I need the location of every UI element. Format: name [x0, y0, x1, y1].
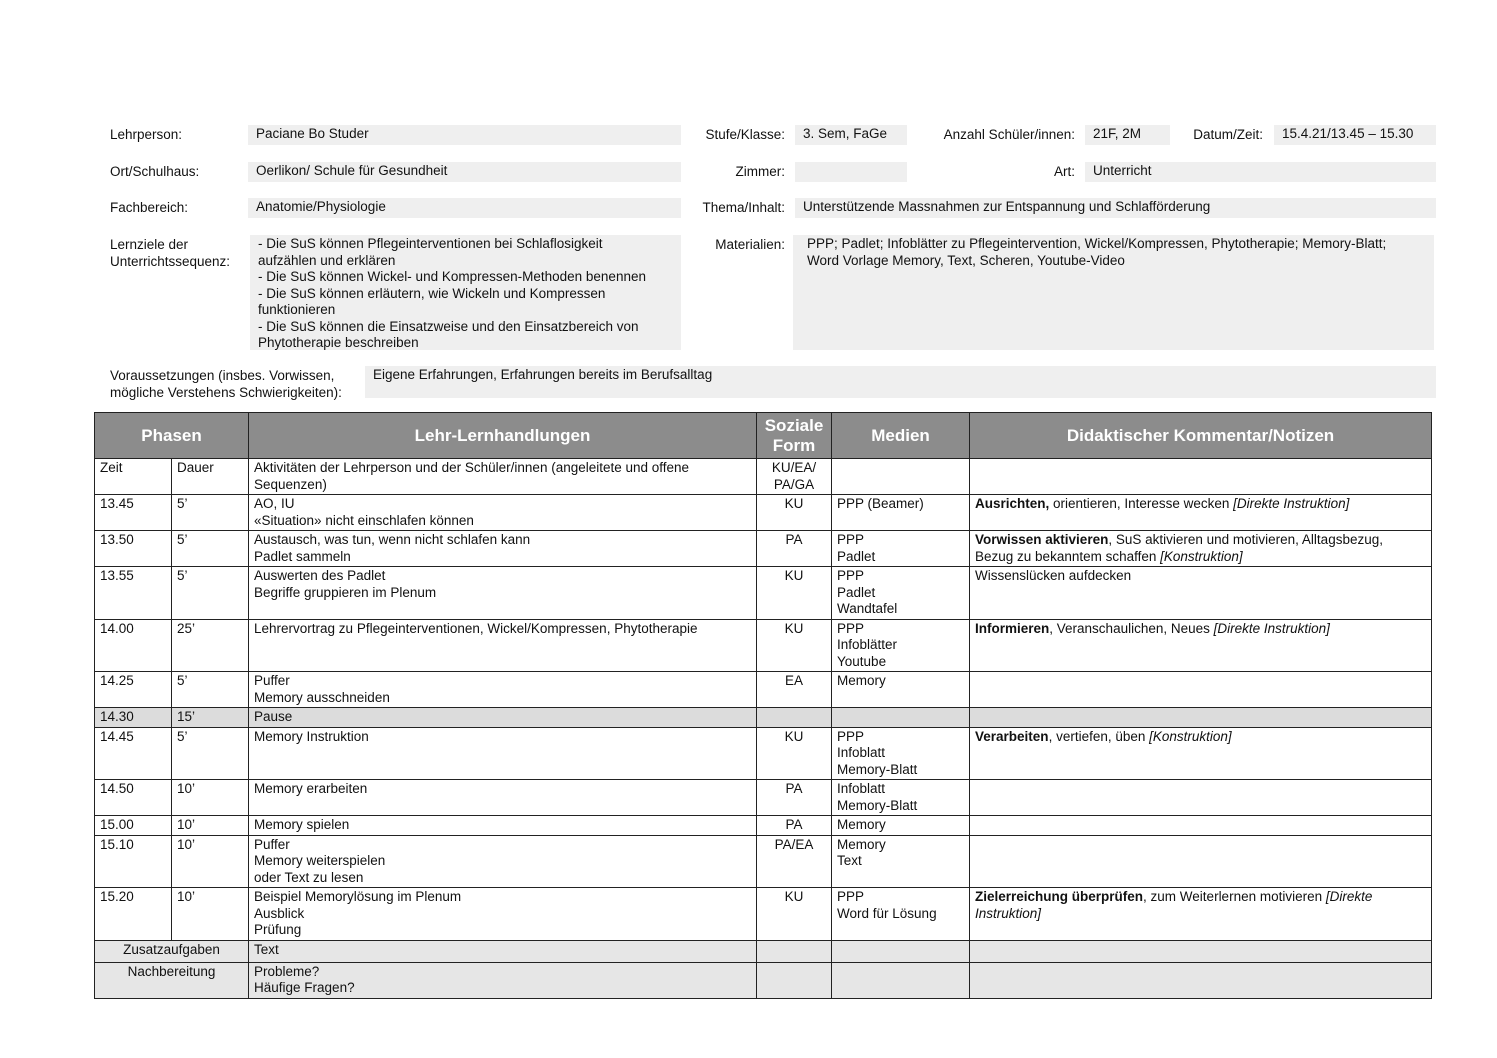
- cell-kommentar[interactable]: [970, 672, 1432, 708]
- table-row: [95, 780, 1432, 816]
- cell-sozial[interactable]: KU: [757, 727, 832, 780]
- cell-sozial[interactable]: PA: [757, 780, 832, 816]
- zusatz-medien[interactable]: [832, 940, 970, 962]
- lehrperson-label: Lehrperson:: [110, 127, 183, 142]
- subheader-lehr: Aktivitäten der Lehrperson und der Schüler/innen (angeleitete und offene Sequenzen): [249, 459, 757, 495]
- subheader-row: [95, 459, 1432, 495]
- kommentar-bold: Ausrichten,: [975, 496, 1050, 511]
- materialien-field[interactable]: PPP; Padlet; Infoblätter zu Pflegeintervention, Wickel/Kompressen, Phytotherapie; Memory-Blatt; Word Vorlage Memory, Text, Scheren, Youtube-Video: [793, 235, 1434, 350]
- cell-dauer[interactable]: 5’: [172, 672, 249, 708]
- cell-sozial[interactable]: KU: [757, 888, 832, 941]
- cell-zeit[interactable]: 15.10: [95, 835, 172, 888]
- cell-lehr[interactable]: Memory spielen: [249, 816, 757, 836]
- cell-sozial[interactable]: PA/EA: [757, 835, 832, 888]
- cell-zeit[interactable]: 14.00: [95, 619, 172, 672]
- cell-sozial[interactable]: PA: [757, 531, 832, 567]
- lehrperson-field[interactable]: Paciane Bo Studer: [248, 125, 681, 145]
- kommentar-bold: Zielerreichung überprüfen: [975, 889, 1144, 904]
- cell-kommentar[interactable]: [970, 531, 1432, 567]
- header-sozial: Soziale Form: [757, 413, 832, 459]
- table-row: [95, 816, 1432, 836]
- zusatz-komm[interactable]: [970, 940, 1432, 962]
- cell-kommentar[interactable]: [970, 708, 1432, 728]
- cell-sozial[interactable]: KU: [757, 567, 832, 620]
- fachbereich-label: Fachbereich:: [110, 200, 189, 215]
- stufe-label: Stufe/Klasse:: [705, 127, 785, 142]
- cell-dauer[interactable]: 10’: [172, 888, 249, 941]
- table-row: [95, 495, 1432, 531]
- cell-kommentar[interactable]: [970, 835, 1432, 888]
- cell-lehr[interactable]: Lehrervortrag zu Pflegeinterventionen, Wickel/Kompressen, Phytotherapie: [249, 619, 757, 672]
- header-medien: Medien: [832, 413, 970, 459]
- table-row: [95, 531, 1432, 567]
- cell-zeit[interactable]: 15.20: [95, 888, 172, 941]
- table-row: [95, 708, 1432, 728]
- cell-sozial[interactable]: KU: [757, 495, 832, 531]
- cell-lehr[interactable]: Puffer Memory weiterspielen oder Text zu lesen: [249, 835, 757, 888]
- nach-komm[interactable]: [970, 962, 1432, 998]
- zimmer-label: Zimmer:: [735, 164, 785, 179]
- cell-medien[interactable]: Memory: [832, 672, 970, 708]
- table-row: [95, 727, 1432, 780]
- cell-zeit[interactable]: 14.50: [95, 780, 172, 816]
- kommentar-bold: Verarbeiten: [975, 728, 1049, 744]
- header-komm: Didaktischer Kommentar/Notizen: [970, 413, 1432, 459]
- cell-zeit[interactable]: 15.00: [95, 816, 172, 836]
- cell-sozial[interactable]: KU: [757, 619, 832, 672]
- cell-dauer[interactable]: 15’: [172, 708, 249, 728]
- zimmer-field[interactable]: [795, 162, 907, 182]
- thema-label: Thema/Inhalt:: [702, 200, 785, 215]
- kommentar-text: orientieren, Interesse wecken: [1049, 496, 1234, 511]
- cell-dauer[interactable]: 10’: [172, 780, 249, 816]
- cell-kommentar[interactable]: [970, 727, 1432, 780]
- subheader-sozial: KU/EA/ PA/GA: [757, 459, 832, 495]
- cell-medien[interactable]: PPP (Beamer): [832, 495, 970, 531]
- cell-zeit[interactable]: 14.25: [95, 672, 172, 708]
- header-lehr: Lehr-Lernhandlungen: [249, 413, 757, 459]
- ort-label: Ort/Schulhaus:: [110, 164, 200, 179]
- cell-zeit[interactable]: 13.45: [95, 495, 172, 531]
- art-label: Art:: [1053, 164, 1075, 179]
- zusatz-sozial[interactable]: [757, 940, 832, 962]
- cell-lehr[interactable]: Austausch, was tun, wenn nicht schlafen kann Padlet sammeln: [249, 531, 757, 567]
- cell-dauer[interactable]: 5’: [172, 727, 249, 780]
- table-header-row: [95, 413, 1432, 459]
- cell-sozial[interactable]: [757, 708, 832, 728]
- cell-dauer[interactable]: 5’: [172, 567, 249, 620]
- subheader-komm: [970, 459, 1432, 495]
- table-row: [95, 672, 1432, 708]
- kommentar-bold: Vorwissen aktivieren: [975, 532, 1109, 547]
- cell-dauer[interactable]: 5’: [172, 531, 249, 567]
- lernziele-field[interactable]: - Die SuS können Pflegeinterventionen bei Schlaflosigkeit aufzählen und erklären - Die SuS können Wickel- und Kompressen-Methoden benennen - Die SuS können erläutern, wie Wickeln und Kompressen funktionieren - Die SuS können die Einsatzweise und den Einsatzbereich von Phytotherapie beschreiben: [250, 235, 681, 350]
- lesson-plan-table: [94, 412, 1432, 999]
- kommentar-text: , vertiefen, üben: [1048, 728, 1150, 744]
- voraussetzungen-label: Voraussetzungen (insbes. Vorwissen, mögliche Verstehens Schwierigkeiten):: [110, 368, 342, 400]
- header-phasen: Phasen: [95, 413, 249, 459]
- table-row: [95, 567, 1432, 620]
- ort-field[interactable]: Oerlikon/ Schule für Gesundheit: [248, 162, 681, 182]
- kommentar-text: , SuS aktivieren und motivieren, Alltagsbezug, Bezug zu bekanntem schaffen: [975, 532, 1383, 564]
- cell-lehr[interactable]: Auswerten des Padlet Begriffe gruppieren im Plenum: [249, 567, 757, 620]
- nach-lehr[interactable]: Probleme? Häufige Fragen?: [249, 962, 757, 998]
- kommentar-italic: [Direkte Instruktion]: [975, 889, 1373, 921]
- cell-medien[interactable]: [832, 708, 970, 728]
- cell-lehr[interactable]: Memory Instruktion: [249, 727, 757, 780]
- cell-lehr[interactable]: Beispiel Memorylösung im Plenum Ausblick Prüfung: [249, 888, 757, 941]
- cell-dauer[interactable]: 5’: [172, 495, 249, 531]
- kommentar-italic: [Direkte Instruktion]: [1233, 496, 1350, 511]
- cell-dauer[interactable]: 25’: [172, 619, 249, 672]
- nach-row: [95, 962, 1432, 998]
- cell-dauer[interactable]: 10’: [172, 835, 249, 888]
- cell-kommentar[interactable]: [970, 780, 1432, 816]
- cell-medien[interactable]: PPP Padlet: [832, 531, 970, 567]
- nach-medien[interactable]: [832, 962, 970, 998]
- cell-medien[interactable]: PPP Infoblätter Youtube: [832, 619, 970, 672]
- cell-medien[interactable]: PPP Padlet Wandtafel: [832, 567, 970, 620]
- art-field[interactable]: Unterricht: [1085, 162, 1436, 182]
- thema-field[interactable]: Unterstützende Massnahmen zur Entspannung und Schlafförderung: [795, 198, 1436, 218]
- cell-lehr[interactable]: Memory erarbeiten: [249, 780, 757, 816]
- cell-lehr[interactable]: Puffer Memory ausschneiden: [249, 672, 757, 708]
- datum-label: Datum/Zeit:: [1193, 127, 1263, 142]
- subheader-dauer: Dauer: [172, 459, 249, 495]
- cell-medien[interactable]: PPP Infoblatt Memory-Blatt: [832, 727, 970, 780]
- kommentar-italic: [Konstruktion]: [1160, 548, 1243, 564]
- cell-medien[interactable]: Memory: [832, 816, 970, 836]
- zusatz-lehr[interactable]: Text: [249, 940, 757, 962]
- cell-kommentar[interactable]: [970, 567, 1432, 620]
- subheader-zeit: Zeit: [95, 459, 172, 495]
- nach-sozial[interactable]: [757, 962, 832, 998]
- cell-kommentar[interactable]: [970, 888, 1432, 941]
- kommentar-text: , zum Weiterlernen motivieren: [1143, 889, 1326, 904]
- cell-medien[interactable]: Memory Text: [832, 835, 970, 888]
- cell-zeit[interactable]: 13.50: [95, 531, 172, 567]
- cell-sozial[interactable]: EA: [757, 672, 832, 708]
- table-row: [95, 888, 1432, 941]
- anzahl-label: Anzahl Schüler/innen:: [943, 127, 1075, 142]
- subheader-medien: [832, 459, 970, 495]
- cell-sozial[interactable]: PA: [757, 816, 832, 836]
- voraussetzungen-field[interactable]: Eigene Erfahrungen, Erfahrungen bereits im Berufsalltag: [365, 366, 1436, 398]
- table-row: [95, 835, 1432, 888]
- cell-kommentar[interactable]: [970, 495, 1432, 531]
- datum-field[interactable]: 15.4.21/13.45 – 15.30: [1274, 125, 1436, 145]
- zusatz-row: [95, 940, 1432, 962]
- cell-zeit[interactable]: 13.55: [95, 567, 172, 620]
- cell-kommentar[interactable]: [970, 619, 1432, 672]
- nach-label: Nachbereitung: [95, 962, 249, 998]
- materialien-label: Materialien:: [715, 237, 785, 252]
- lernziele-label: Lernziele der Unterrichtssequenz:: [110, 237, 231, 269]
- cell-dauer[interactable]: 10’: [172, 816, 249, 836]
- cell-kommentar[interactable]: [970, 816, 1432, 836]
- anzahl-field[interactable]: 21F, 2M: [1085, 125, 1170, 145]
- cell-lehr[interactable]: Pause: [249, 708, 757, 728]
- cell-medien[interactable]: PPP Word für Lösung: [832, 888, 970, 941]
- table-row: [95, 619, 1432, 672]
- kommentar-text: Wissenslücken aufdecken: [975, 568, 1132, 583]
- zusatz-label: Zusatzaufgaben: [95, 940, 249, 962]
- kommentar-bold: Informieren: [975, 620, 1050, 636]
- stufe-field[interactable]: 3. Sem, FaGe: [795, 125, 907, 145]
- kommentar-italic: [Direkte Instruktion]: [1213, 620, 1330, 636]
- cell-zeit[interactable]: 14.30: [95, 708, 172, 728]
- cell-zeit[interactable]: 14.45: [95, 727, 172, 780]
- kommentar-text: , Veranschaulichen, Neues: [1049, 620, 1214, 636]
- fachbereich-field[interactable]: Anatomie/Physiologie: [248, 198, 681, 218]
- cell-medien[interactable]: Infoblatt Memory-Blatt: [832, 780, 970, 816]
- kommentar-italic: [Konstruktion]: [1149, 728, 1232, 744]
- cell-lehr[interactable]: AO, IU «Situation» nicht einschlafen können: [249, 495, 757, 531]
